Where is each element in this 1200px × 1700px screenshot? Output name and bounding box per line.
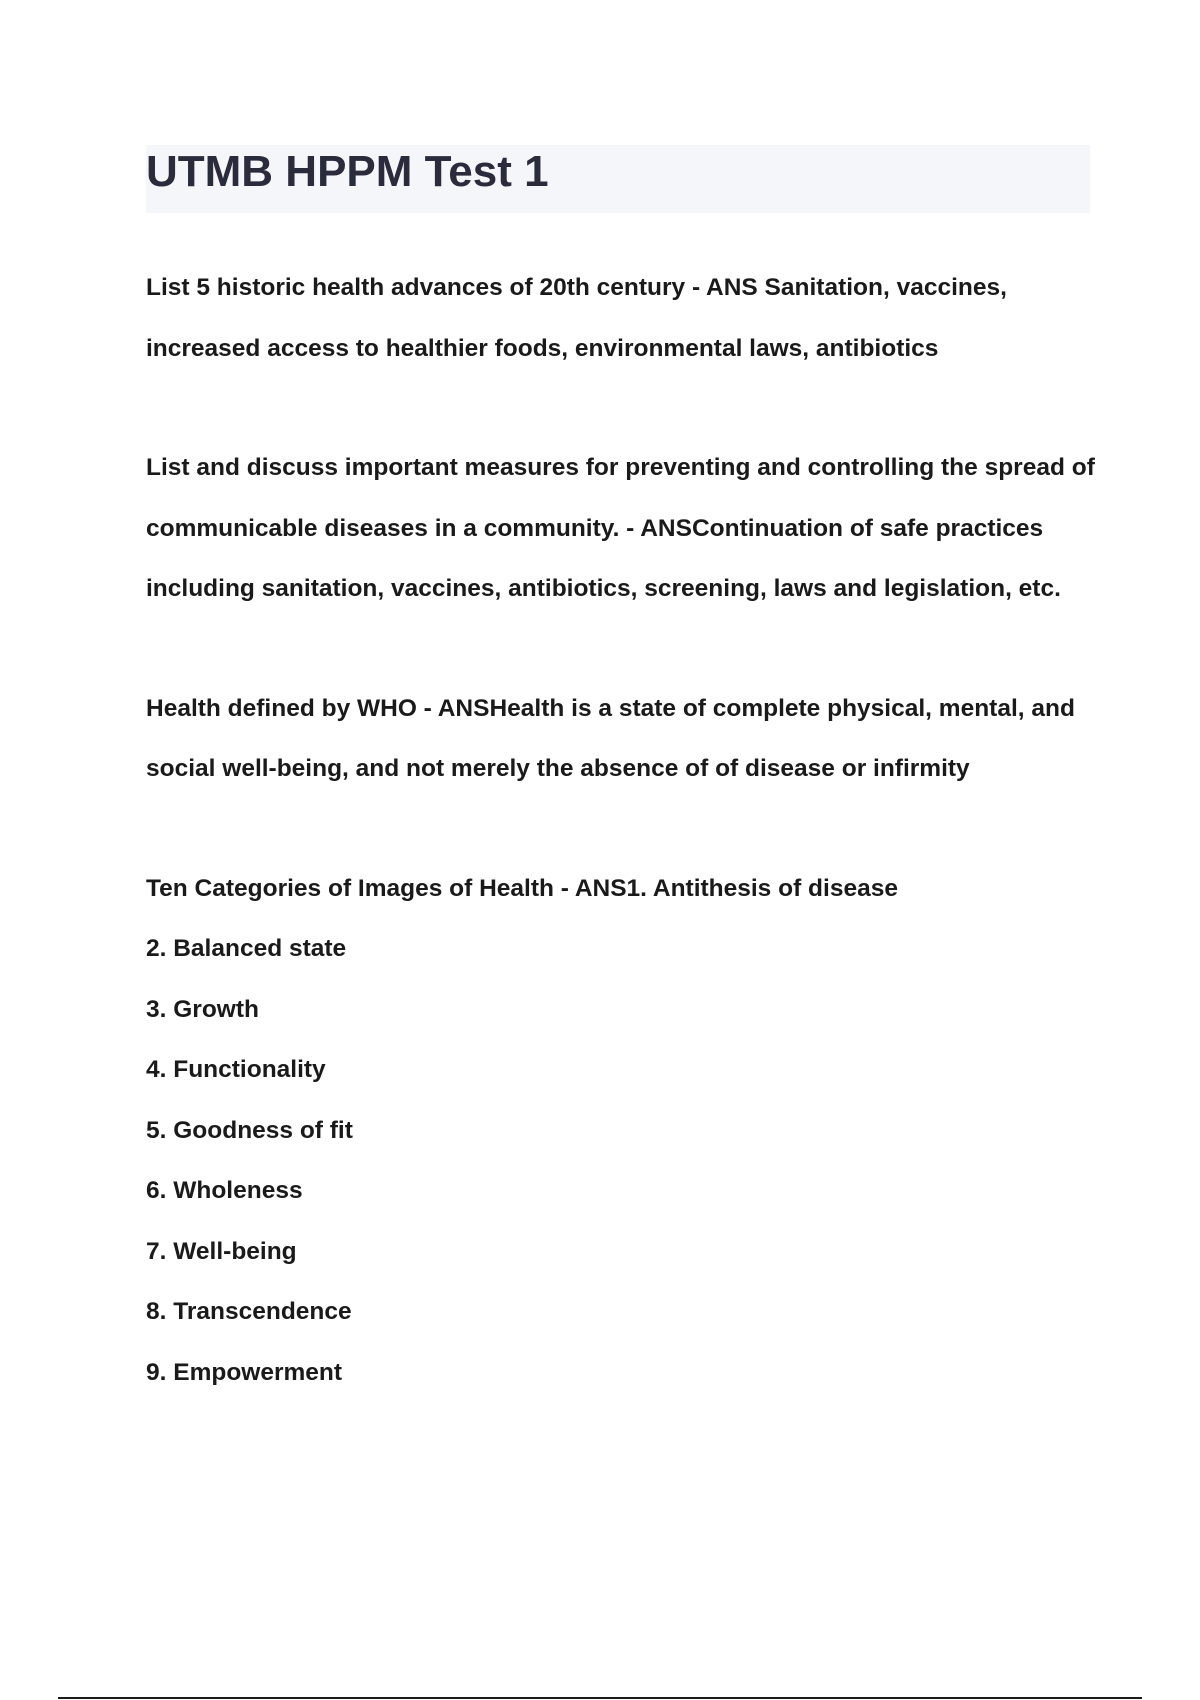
document-body <box>146 258 1096 1403</box>
list-question: Ten Categories of Images of Health - ANS1. Antithesis of disease <box>146 874 898 902</box>
list-item: 6. Wholeness <box>146 1177 303 1204</box>
footer-divider <box>58 1697 1142 1699</box>
list-item: 8. Transcendence <box>146 1298 352 1325</box>
qa-entry-historic-advances: List 5 historic health advances of 20th century - ANS Sanitation, vaccines, increased access to healthier foods, environmental laws, antibiotics <box>146 274 1007 362</box>
list-item: 3. Growth <box>146 995 259 1023</box>
list-item: 9. Empowerment <box>146 1358 343 1386</box>
list-item: 4. Functionality <box>146 1056 326 1083</box>
qa-entry-who-health-definition: Health defined by WHO - ANSHealth is a state of complete physical, mental, and social well-being, and not merely the absence of of disease or infirmity <box>146 694 1075 782</box>
list-item: 7. Well-being <box>146 1237 297 1265</box>
qa-entry-images-of-health <box>146 859 1096 1404</box>
qa-entry-communicable-diseases: List and discuss important measures for preventing and controlling the spread of communicable diseases in a community. - ANSContinuation of safe practices including sanitation, vaccines, antibiotics, screening, laws and legislation, etc. <box>146 454 1095 602</box>
list-item: 5. Goodness of fit <box>146 1116 353 1144</box>
page-title: UTMB HPPM Test 1 <box>146 147 549 196</box>
list-item: 2. Balanced state <box>146 935 347 962</box>
